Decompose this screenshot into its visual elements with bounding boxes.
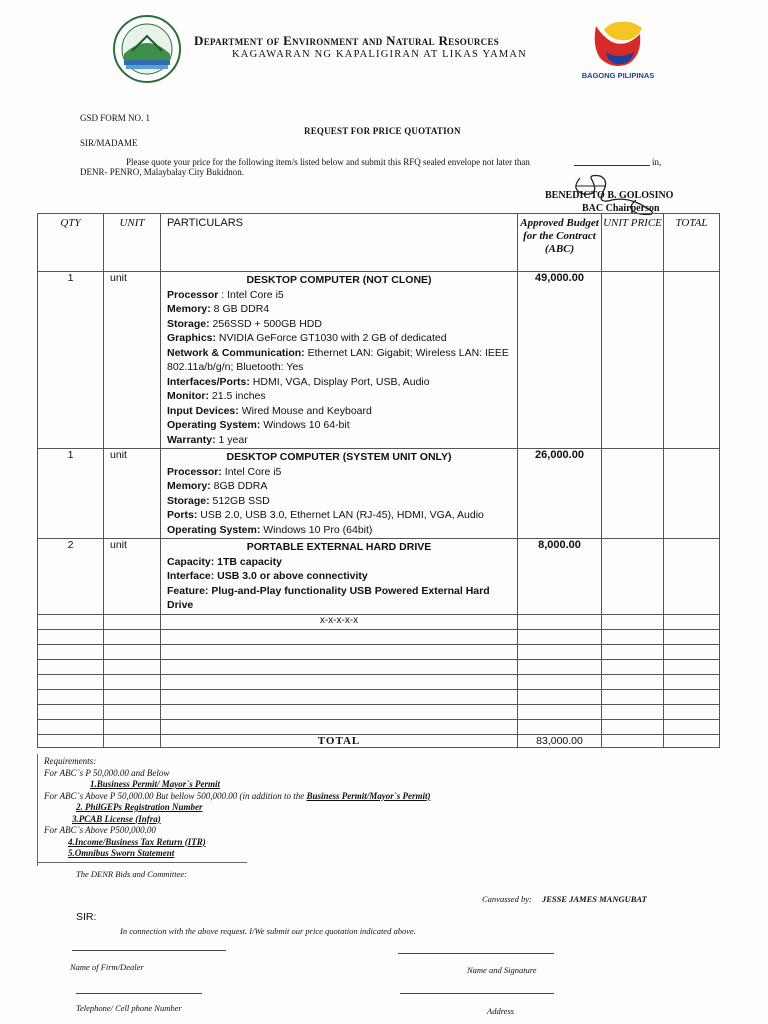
item-total xyxy=(664,539,720,615)
requirement-line xyxy=(44,814,431,826)
spec-key: Memory: xyxy=(167,303,211,315)
item-spec-line xyxy=(167,523,511,538)
item-unit: unit xyxy=(104,272,161,449)
item-title: PORTABLE EXTERNAL HARD DRIVE xyxy=(246,541,432,553)
table-row xyxy=(38,272,720,449)
name-signature-label: Name and Signature xyxy=(467,965,537,975)
canvassed-name: JESSE JAMES MANGUBAT xyxy=(541,894,647,904)
requirement-text: 3.PCAB License (Infra) xyxy=(72,813,161,824)
spec-value: 512GB SSD xyxy=(209,494,270,507)
spec-value: Intel Core i5 xyxy=(221,465,282,478)
item-unit: unit xyxy=(104,449,161,539)
item-spec-line xyxy=(167,465,511,480)
requirement-line xyxy=(44,825,431,837)
instruction-text: Please quote your price for the following item/s listed below and submit this RFQ sealed envelope not later than xyxy=(126,157,530,167)
telephone-line xyxy=(76,993,202,994)
firm-name-line xyxy=(72,950,226,951)
requirement-text: 2. PhilGEPs Registration Number xyxy=(76,802,203,812)
table-row xyxy=(38,539,720,615)
canvassed-label: Canvassed by: xyxy=(482,894,532,904)
item-spec-line xyxy=(167,418,511,433)
requirement-line xyxy=(44,779,431,791)
denr-seal-logo xyxy=(112,14,182,84)
item-spec-line xyxy=(167,479,511,494)
item-spec-line xyxy=(167,288,511,303)
item-abc: 49,000.00 xyxy=(518,272,602,449)
item-unit-price xyxy=(602,272,664,449)
item-abc: 8,000.00 xyxy=(518,539,602,615)
requirement-text: For ABC`s Above P500,000.00 xyxy=(44,825,156,835)
spec-value: 1 year xyxy=(215,433,248,446)
spec-value: 8 GB DDR4 xyxy=(210,303,270,315)
table-row xyxy=(38,719,720,734)
col-total: TOTAL xyxy=(664,214,720,272)
spec-value: Ethernet LAN: Gigabit; Wireless LAN: IEEE 802.11a/b/g/n; Bluetooth: Yes xyxy=(167,346,509,373)
requirement-tail: Business Permit/Mayor`s Permit) xyxy=(306,790,431,801)
agency-name: Department of Environment and Natural Resources xyxy=(194,33,500,48)
requirement-text: For ABC`s Above P 50,000.00 But bellow 500,000.00 (in addition to the xyxy=(44,790,307,801)
item-specs xyxy=(167,465,511,538)
salutation: SIR/MADAME xyxy=(80,138,138,148)
item-unit-price xyxy=(602,539,664,615)
total-value: 83,000.00 xyxy=(518,734,602,747)
table-header-row xyxy=(38,214,720,272)
requirement-text: 1.Business Permit/ Mayor`s Permit xyxy=(90,779,221,789)
bagong-pilipinas-logo xyxy=(582,12,654,82)
canvassed-by xyxy=(482,894,647,904)
committee-label: The DENR Bids and Committee: xyxy=(76,869,187,879)
spec-key: Storage: xyxy=(167,317,210,330)
spec-key: Graphics: xyxy=(167,332,217,344)
item-spec-line: Feature: Plug-and-Play functionality USB Powered External Hard Drive xyxy=(167,584,490,611)
spec-value: Wired Mouse and Keyboard xyxy=(238,404,372,417)
spec-key: Network & Communication: xyxy=(167,346,305,359)
spec-key: Operating System: xyxy=(167,523,261,536)
spec-key: Storage: xyxy=(167,494,210,507)
spec-value: : Intel Core i5 xyxy=(218,288,284,301)
table-row xyxy=(38,674,720,689)
spec-key: Memory: xyxy=(167,480,211,492)
item-qty: 1 xyxy=(38,272,104,449)
address-label: Address xyxy=(487,1006,515,1016)
item-spec-line xyxy=(167,389,511,404)
item-particulars xyxy=(161,449,518,539)
table-row xyxy=(38,614,720,629)
col-abc: Approved Budget for the Contract (ABC) xyxy=(518,214,602,272)
item-spec-line xyxy=(167,317,511,332)
spec-value: 256SSD + 500GB HDD xyxy=(209,317,322,330)
item-abc: 26,000.00 xyxy=(518,449,602,539)
table-row xyxy=(38,629,720,644)
item-spec-line xyxy=(167,433,511,448)
requirements-divider xyxy=(37,862,247,863)
spec-key: Interfaces/Ports: xyxy=(167,375,250,388)
item-spec-line: Capacity: 1TB capacity xyxy=(167,555,282,568)
table-row xyxy=(38,449,720,539)
table-row xyxy=(38,659,720,674)
table-row xyxy=(38,689,720,704)
table-row xyxy=(38,704,720,719)
requirement-line xyxy=(44,791,431,803)
item-spec-line xyxy=(167,302,511,317)
item-title: DESKTOP COMPUTER (NOT CLONE) xyxy=(246,274,432,286)
spec-key: Warranty: xyxy=(167,433,216,446)
item-spec-line xyxy=(167,346,511,375)
item-total xyxy=(664,449,720,539)
spec-value: Windows 10 64-bit xyxy=(260,419,350,431)
form-number: GSD FORM NO. 1 xyxy=(80,113,151,123)
requirement-text: 5.Omnibus Sworn Statement xyxy=(68,848,175,858)
item-title: DESKTOP COMPUTER (SYSTEM UNIT ONLY) xyxy=(226,451,452,463)
item-particulars xyxy=(161,272,518,449)
item-spec-line xyxy=(167,508,511,523)
signatory-name: BENEDICTO B. GOLOSINO xyxy=(545,190,674,201)
requirement-text: For ABC`s P 50,000.00 and Below xyxy=(44,767,170,778)
requirements-list xyxy=(44,756,431,860)
item-unit: unit xyxy=(104,539,161,615)
spec-value: NVIDIA GeForce GT1030 with 2 GB of dedicated xyxy=(216,332,447,344)
sir-salutation: SIR: xyxy=(76,911,97,923)
spec-value: 8GB DDRA xyxy=(210,480,268,492)
spec-key: Ports: xyxy=(167,509,198,521)
office-address: DENR- PENRO, Malaybalay City Bukidnon. xyxy=(80,167,244,177)
total-label: TOTAL xyxy=(161,734,518,747)
requirement-line xyxy=(44,768,431,780)
spec-key: Operating System: xyxy=(167,419,261,431)
spec-key: Processor xyxy=(167,288,219,301)
bagong-pilipinas-text: BAGONG PILIPINAS xyxy=(582,71,654,80)
document-title: REQUEST FOR PRICE QUOTATION xyxy=(304,126,461,136)
signatory-title: BAC Chairperson xyxy=(582,203,660,214)
requirements-border xyxy=(37,754,40,866)
deadline-blank xyxy=(574,165,650,166)
telephone-label: Telephone/ Cell phone Number xyxy=(76,1003,182,1013)
item-qty: 2 xyxy=(38,539,104,615)
col-unit-price: UNIT PRICE xyxy=(602,214,664,272)
item-spec-line xyxy=(167,331,511,346)
agency-subtitle: KAGAWARAN NG KAPALIGIRAN AT LIKAS YAMAN xyxy=(232,49,527,60)
spec-value: USB 2.0, USB 3.0, Ethernet LAN (RJ-45), HDMI, VGA, Audio xyxy=(197,509,484,521)
item-spec-line xyxy=(167,494,511,509)
requirement-line xyxy=(44,802,431,814)
item-particulars xyxy=(161,539,518,615)
item-total xyxy=(664,272,720,449)
requirement-line xyxy=(44,837,431,849)
item-spec-line: Interface: USB 3.0 or above connectivity xyxy=(167,570,368,582)
item-unit-price xyxy=(602,449,664,539)
col-unit: UNIT xyxy=(104,214,161,272)
requirements-heading: Requirements: xyxy=(44,756,97,766)
spec-key: Processor: xyxy=(167,465,222,478)
spec-key: Monitor: xyxy=(167,390,209,402)
address-line xyxy=(400,993,554,994)
spec-value: 21.5 inches xyxy=(209,390,266,402)
col-particulars: PARTICULARS xyxy=(161,214,518,272)
spec-value: HDMI, VGA, Display Port, USB, Audio xyxy=(249,375,430,388)
spec-key: Input Devices: xyxy=(167,404,239,417)
item-spec-line xyxy=(167,404,511,419)
instruction-end: in, xyxy=(652,157,662,167)
end-marker: x-x-x-x-x xyxy=(161,614,518,629)
signature-line xyxy=(398,953,554,954)
col-qty: QTY xyxy=(38,214,104,272)
submission-statement: In connection with the above request. I/We submit our price quotation indicated above. xyxy=(120,926,416,936)
item-specs xyxy=(167,288,511,448)
requirement-text: 4.Income/Business Tax Return (ITR) xyxy=(68,836,206,847)
requirement-line xyxy=(44,848,431,860)
item-spec-line xyxy=(167,375,511,390)
item-qty: 1 xyxy=(38,449,104,539)
total-row xyxy=(38,734,720,747)
rfq-items-table xyxy=(37,213,720,748)
spec-value: Windows 10 Pro (64bit) xyxy=(260,523,373,536)
firm-name-label: Name of Firm/Dealer xyxy=(70,962,144,972)
table-row xyxy=(38,644,720,659)
